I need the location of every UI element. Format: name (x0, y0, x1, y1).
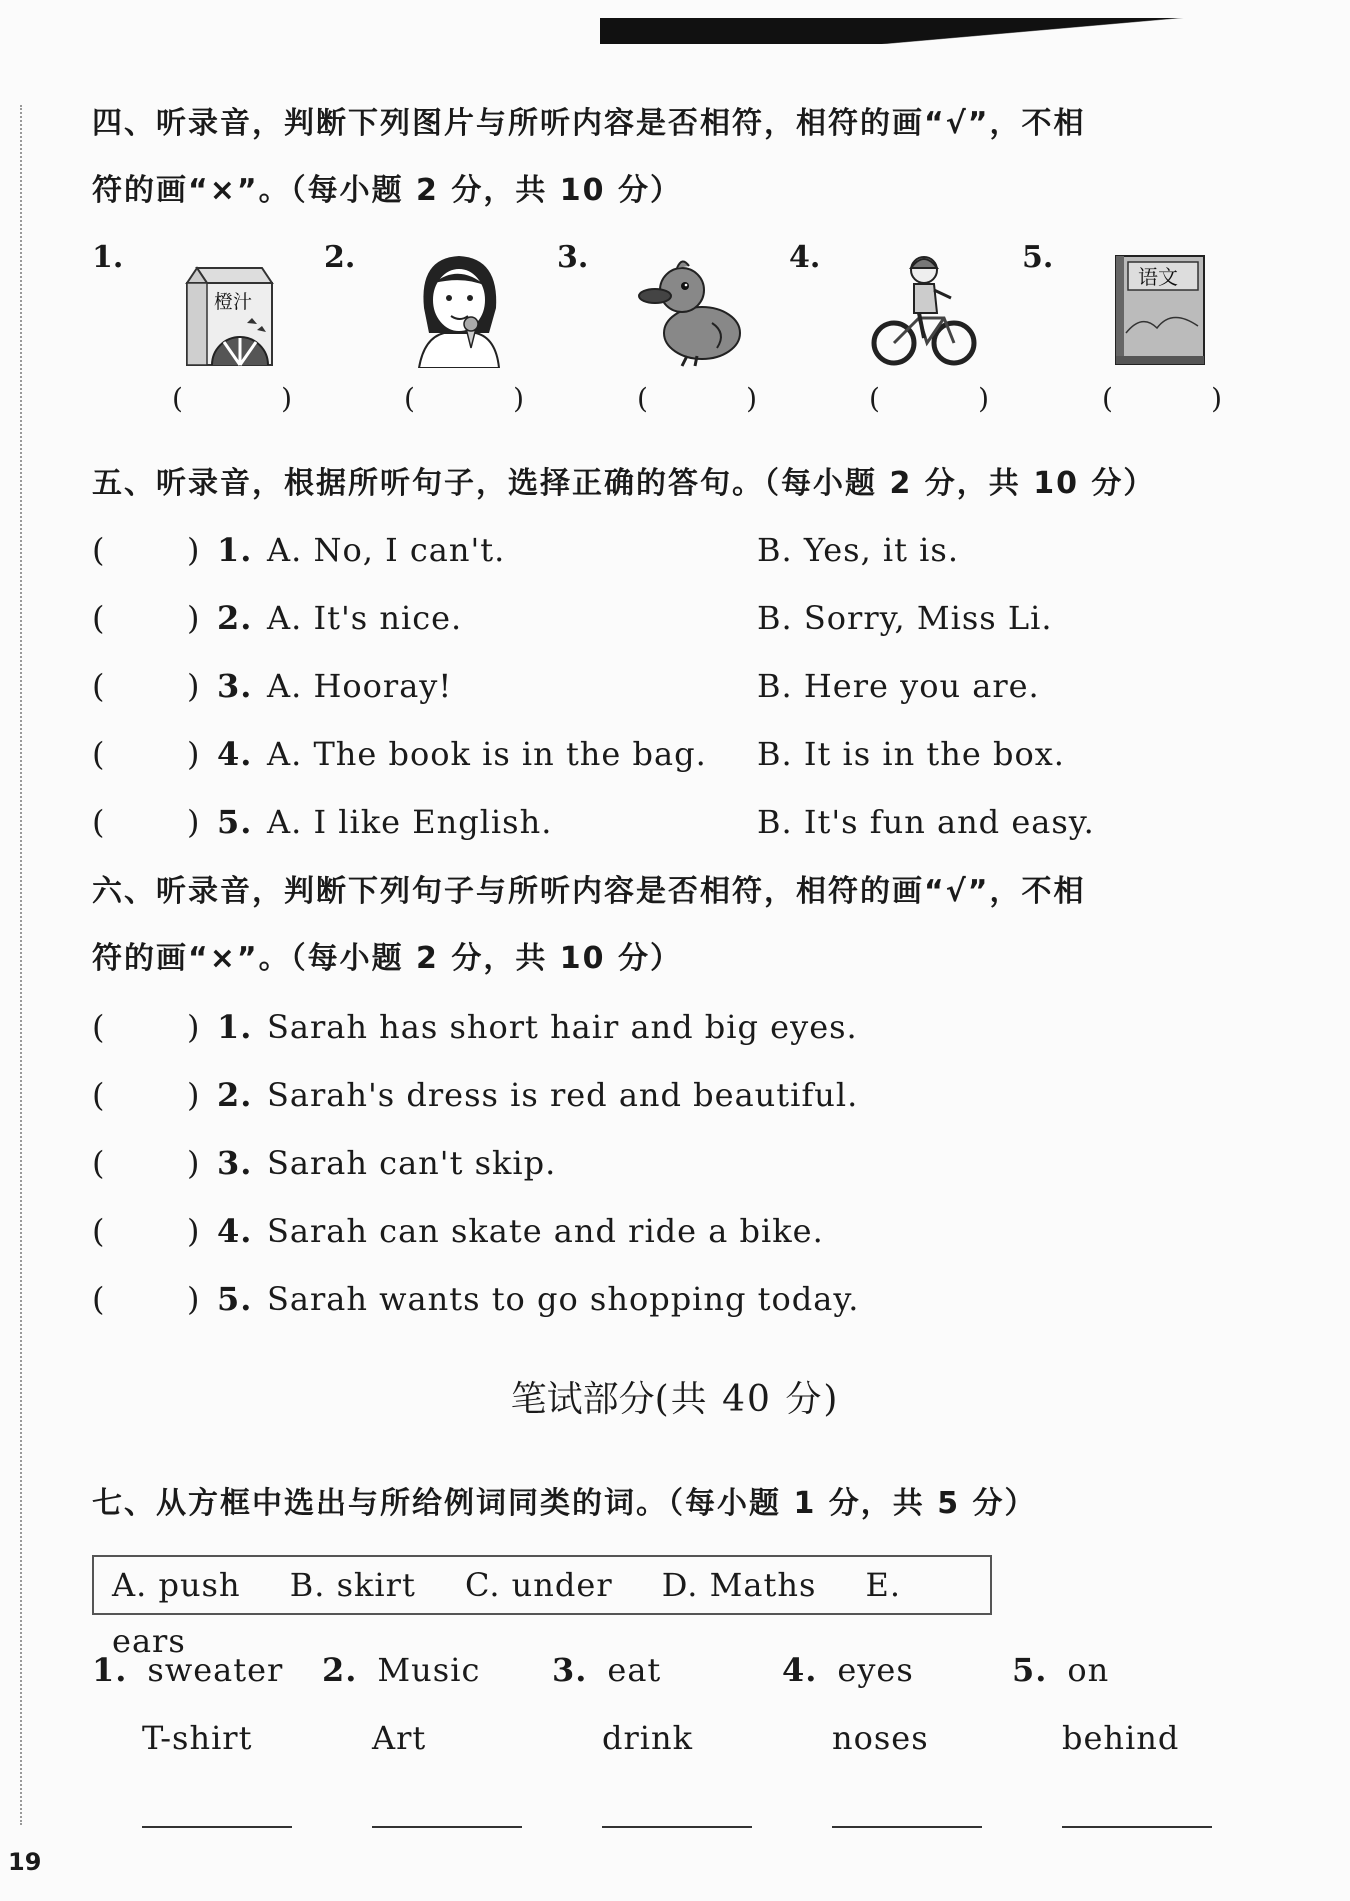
word-choice-c: C. under (464, 1566, 613, 1604)
section4-heading (92, 90, 1292, 224)
section5-heading: 五、听录音，根据所听句子，选择正确的答句。（每小题 2 分，共 10 分） (92, 466, 1156, 501)
picture-number: 1. (92, 240, 124, 275)
option-a: A. It's nice. (267, 599, 463, 637)
answer-paren-open[interactable]: ( (92, 599, 106, 637)
answer-paren-open[interactable]: ( (92, 1008, 106, 1046)
option-b: B. Sorry, Miss Li. (757, 599, 1053, 637)
answer-paren-open[interactable]: ( (92, 1076, 106, 1114)
section6-statement-2: ( ) 2. Sarah's dress is red and beautiful. (92, 1065, 1292, 1125)
word-choice-d: D. Maths (661, 1566, 817, 1604)
word-choice-box (92, 1555, 992, 1660)
answer-parens[interactable]: ( ) (1102, 382, 1222, 415)
boy-riding-bike-icon (869, 248, 979, 368)
option-a: A. Hooray! (267, 667, 453, 705)
answer-blank[interactable] (142, 1826, 292, 1828)
option-b: B. It's fun and easy. (757, 803, 1095, 841)
section4-picture-row (92, 240, 1272, 430)
picture-item-2 (324, 240, 524, 430)
option-a: A. I like English. (267, 803, 553, 841)
duck-icon (637, 248, 747, 368)
picture-number: 4. (789, 240, 821, 275)
picture-number: 5. (1022, 240, 1054, 275)
section5-question-1: ( ) 1. A. No, I can't. B. Yes, it is. (92, 520, 1292, 580)
answer-paren-open[interactable]: ( (92, 1212, 106, 1250)
answer-paren-open[interactable]: ( (92, 1144, 106, 1182)
section4-heading-line2: 符的画“×”。（每小题 2 分，共 10 分） (92, 173, 682, 208)
picture-item-4 (789, 240, 989, 430)
answer-paren-open[interactable]: ( (92, 667, 106, 705)
answer-paren-open[interactable]: ( (92, 735, 106, 773)
answer-paren-open[interactable]: ( (92, 803, 106, 841)
written-part-title: 笔试部分(共 40 分) (510, 1379, 840, 1420)
answer-blank[interactable] (1062, 1826, 1212, 1828)
binding-margin-rule (20, 105, 22, 1825)
option-a: A. The book is in the bag. (267, 735, 707, 773)
answer-parens[interactable]: ( ) (869, 382, 989, 415)
book-title: 语文 (1138, 265, 1178, 289)
orange-juice-carton-icon (172, 248, 282, 368)
section6-statement-5: ( ) 5. Sarah wants to go shopping today. (92, 1269, 1292, 1329)
section5-question-3: ( ) 3. A. Hooray! B. Here you are. (92, 656, 1292, 716)
answer-parens[interactable]: ( ) (637, 382, 757, 415)
answer-parens[interactable]: ( ) (172, 382, 292, 415)
answer-blank[interactable] (832, 1826, 982, 1828)
option-b: B. Here you are. (757, 667, 1040, 705)
section6-heading: 六、听录音，判断下列句子与所听内容是否相符，相符的画“√”，不相 符的画“×”。（每小题 2 分，共 10 分） (92, 874, 1086, 976)
picture-number: 3. (557, 240, 589, 275)
picture-number: 2. (324, 240, 356, 275)
section6-statement-1: ( ) 1. Sarah has short hair and big eyes. (92, 997, 1292, 1057)
word-choice-b: B. skirt (289, 1566, 416, 1604)
picture-item-1 (92, 240, 292, 430)
girl-eating-ice-cream-icon (404, 248, 514, 368)
word-choice-e: E. ears (112, 1566, 902, 1660)
answer-paren-open[interactable]: ( (92, 1280, 106, 1318)
answer-blank[interactable] (372, 1826, 522, 1828)
chinese-book-icon (1102, 248, 1212, 368)
section7-heading: 七、从方框中选出与所给例词同类的词。（每小题 1 分，共 5 分） (92, 1486, 1037, 1521)
carton-label: 橙汁 (214, 291, 253, 313)
picture-item-3 (557, 240, 757, 430)
section5-question-5: ( ) 5. A. I like English. B. It's fun and easy. (92, 792, 1292, 852)
option-b: B. It is in the box. (757, 735, 1065, 773)
picture-item-5 (1022, 240, 1222, 430)
section5-question-2: ( ) 2. A. It's nice. B. Sorry, Miss Li. (92, 588, 1292, 648)
section6-statement-3: ( ) 3. Sarah can't skip. (92, 1133, 1292, 1193)
top-edge-bar (600, 18, 1350, 44)
answer-parens[interactable]: ( ) (404, 382, 524, 415)
word-choice-a: A. push (112, 1566, 241, 1604)
answer-blank[interactable] (602, 1826, 752, 1828)
option-b: B. Yes, it is. (757, 531, 959, 569)
section4-heading-line1: 四、听录音，判断下列图片与所听内容是否相符，相符的画“√”，不相 (92, 106, 1086, 141)
option-a: A. No, I can't. (267, 531, 506, 569)
section5-question-4: ( ) 4. A. The book is in the bag. B. It is in the box. (92, 724, 1292, 784)
page-number: 19 (8, 1848, 42, 1876)
section6-statement-4: ( ) 4. Sarah can skate and ride a bike. (92, 1201, 1292, 1261)
answer-paren-open[interactable]: ( (92, 531, 106, 569)
